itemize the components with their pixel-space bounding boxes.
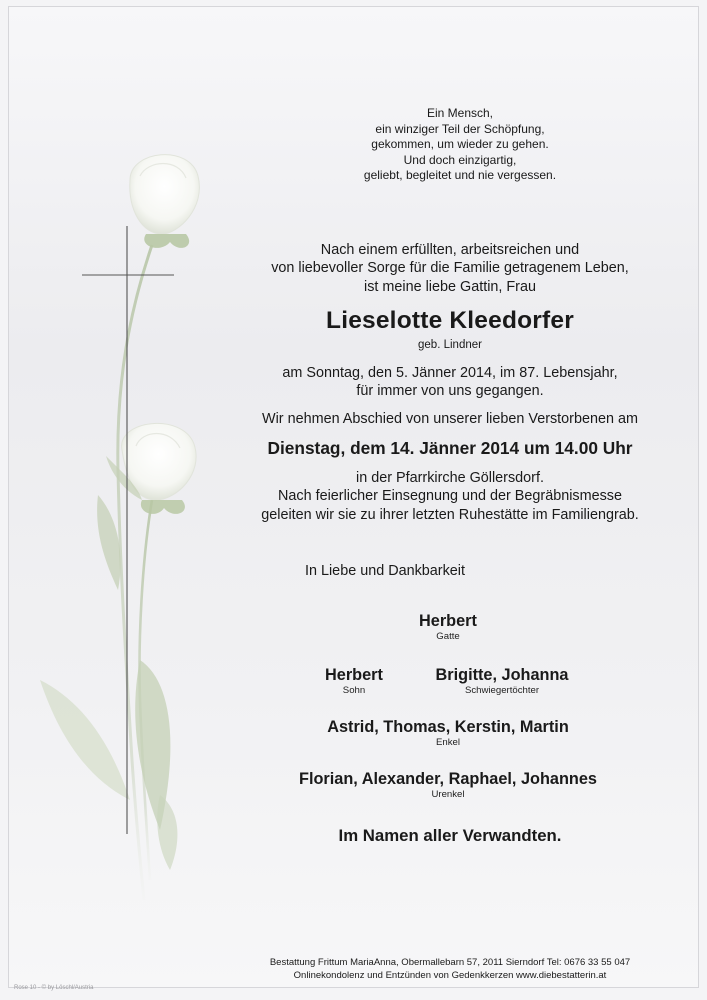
mourner-name: Herbert <box>325 666 383 684</box>
gratitude-line: In Liebe und Dankbarkeit <box>304 563 465 579</box>
deceased-name: Lieselotte Kleedorfer <box>326 307 574 334</box>
mourner-grandchildren <box>298 717 598 749</box>
poem-line: Ein Mensch, <box>426 106 494 120</box>
funeral-date: Dienstag, dem 14. Jänner 2014 um 14.00 Uhr <box>267 438 633 458</box>
mourner-name: Brigitte, Johanna <box>435 666 569 684</box>
poem-line: geliebt, begleitet und nie vergessen. <box>363 168 557 183</box>
mourner-daughters-in-law <box>402 665 602 697</box>
mourner-great-grandchildren <box>258 769 638 801</box>
farewell-text: Wir nehmen Abschied von unserer lieben Verstorbenen am <box>262 411 638 427</box>
poem-line: Und doch einzigartig, <box>403 152 517 167</box>
mourner-relation: Urenkel <box>431 789 465 800</box>
ceremony-line: geleiten wir sie zu ihrer letzten Ruhestätte im Familiengrab. <box>261 506 639 523</box>
image-credit: Rose 10 - © by Löschl/Austria <box>14 985 94 991</box>
funeral-home-contact: Bestattung Frittum MariaAnna, Obermallebarn 57, 2011 Sierndorf Tel: 0676 33 55 047 <box>269 957 631 968</box>
mourner-relation: Schwiegertöchter <box>464 685 540 696</box>
mourner-name: Herbert <box>419 612 477 630</box>
funeral-home-footer <box>170 957 707 982</box>
intro-line: ist meine liebe Gattin, Frau <box>364 278 536 295</box>
mourner-name: Florian, Alexander, Raphael, Johannes <box>299 770 597 788</box>
mourner-relation: Gatte <box>436 631 460 642</box>
mourner-name: Astrid, Thomas, Kerstin, Martin <box>327 718 569 736</box>
mourner-spouse <box>348 611 548 643</box>
announcement-intro <box>170 241 707 296</box>
death-line: am Sonntag, den 5. Jänner 2014, im 87. Lebensjahr, <box>282 365 618 381</box>
intro-line: Nach einem erfüllten, arbeitsreichen und <box>320 242 580 258</box>
intro-line: von liebevoller Sorge für die Familie getragenem Leben, <box>271 260 629 277</box>
poem-line: gekommen, um wieder zu gehen. <box>371 137 549 152</box>
ceremony-line: Nach feierlicher Einsegnung und der Begräbnismesse <box>278 488 622 505</box>
closing-line: Im Namen aller Verwandten. <box>338 826 562 845</box>
mourner-relation: Enkel <box>436 737 460 748</box>
ceremony-line: in der Pfarrkirche Göllersdorf. <box>356 470 544 486</box>
birth-name: geb. Lindner <box>418 339 482 351</box>
death-line: für immer von uns gegangen. <box>356 383 544 400</box>
ceremony-details <box>170 469 707 524</box>
poem-line: ein winziger Teil der Schöpfung, <box>375 121 545 136</box>
online-condolence-note: Onlinekondolenz und Entzünden von Gedenkkerzen www.diebestatterin.at <box>293 969 607 981</box>
mourner-relation: Sohn <box>342 685 366 696</box>
memorial-poem <box>260 106 660 184</box>
death-statement <box>170 364 707 401</box>
cross-icon <box>82 226 174 834</box>
